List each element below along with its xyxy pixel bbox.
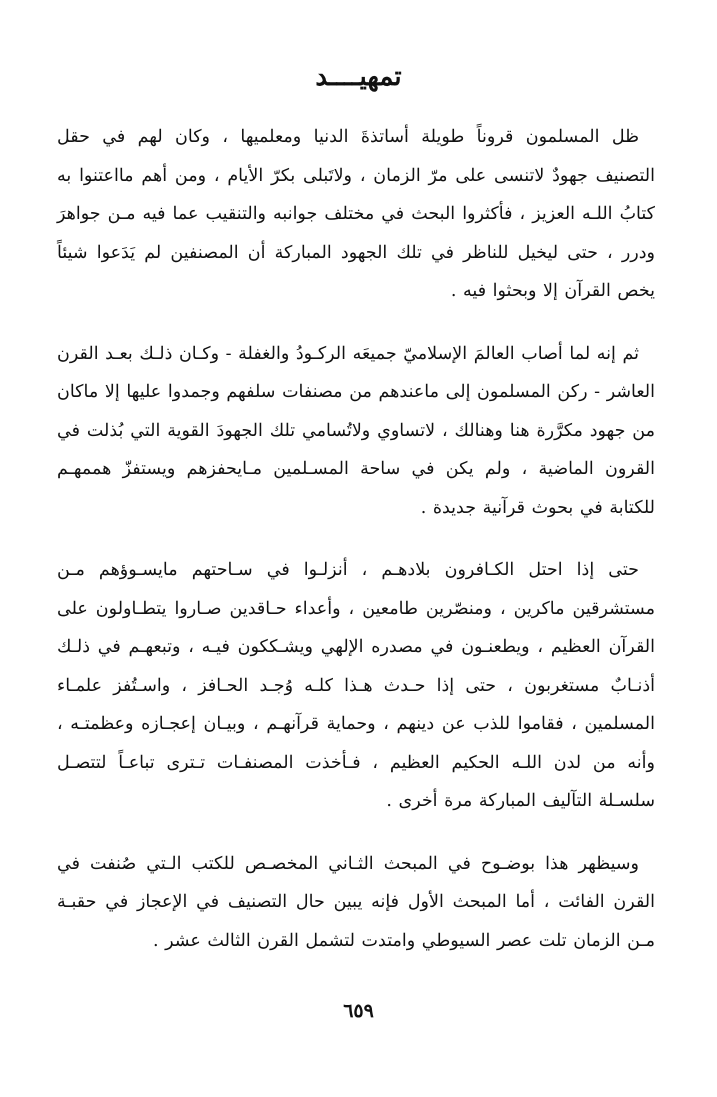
page-number: ٦٥٩: [343, 1000, 374, 1022]
paragraph-4: وسيظهر هذا بوضـوح في المبحث الثـاني المخصـص للكتب الـتي صُنفت في القرن الفائت ، أما المبحث الأول فإنه يبين حال التصنيف في الإعجاز في حقبـة مـن الزمان تلت عصر السيوطي وامتدت لتشمل القرن الثالث عشر .: [57, 853, 655, 951]
paragraph-2: ثم إنه لما أصاب العالمَ الإسلاميّ جميعَه الركـودُ والغفلة - وكـان ذلـك بعـد القرن العاشر - ركن المسلمون إلى ماعندهم من مصنفات سلفهم وجمدوا عليها إلا ماكان من جهود مكرَّرة هنا وهنالك ، لاتساوي ولاتُسامي تلك الجهودَ القوية التي بُذلت في القرون الماضية ، ولم يكن في ساحة المسـلمين مـايحفزهم ويستفزّ هممهـم للكتابة في بحوث قرآنية جديدة .: [57, 343, 656, 518]
body-text: [57, 118, 655, 986]
page-title: تمهيــــد: [315, 62, 402, 92]
paragraph-3: حتى إذا احتل الكـافرون بلادهـم ، أنزلـوا في سـاحتهم مايسـوؤهم مـن مستشرقين ماكرين ، ومنصّرين طامعين ، وأعداء حـاقدين صـاروا يتطـاولون على القرآن العظيم ، ويطعنـون في مصدره الإلهي ويشـككون فيـه ، وتبعهـم في ذلـك أذنـابٌ مستغربون ، حتى إذا حـدث هـذا كلـه وُجـد الحـافز ، واسـتُفز علمـاء المسلمين ، فقاموا للذب عن دينهم ، وحماية قرآنهـم ، وبيـان إعجـازه وعظمتـه ، وأنه من لدن اللـه الحكيم العظيم ، فـأخذت المصنفـات تـترى تباعـاً لتتصـل سلسـلة التآليف المباركة مرة أخرى .: [57, 560, 655, 811]
paragraph-1: ظل المسلمون قروناً طويلة أساتذةَ الدنيا ومعلميها ، وكان لهم في حقل التصنيف جهودٌ لاتنسى على مرّ الزمان ، ولاتَبلى بكرّ الأيام ، ومن أهم مااعتنوا به كتابُ اللـه العزيز ، فأكثروا البحث في مختلف جوانبه والتنقيب عما فيه مـن جواهرَ ودرر ، حتى ليخيل للناظر في تلك الجهود المباركة أن المصنفين لم يَدَعوا شيئاً يخص القرآن إلا وبحثوا فيه .: [57, 127, 655, 301]
